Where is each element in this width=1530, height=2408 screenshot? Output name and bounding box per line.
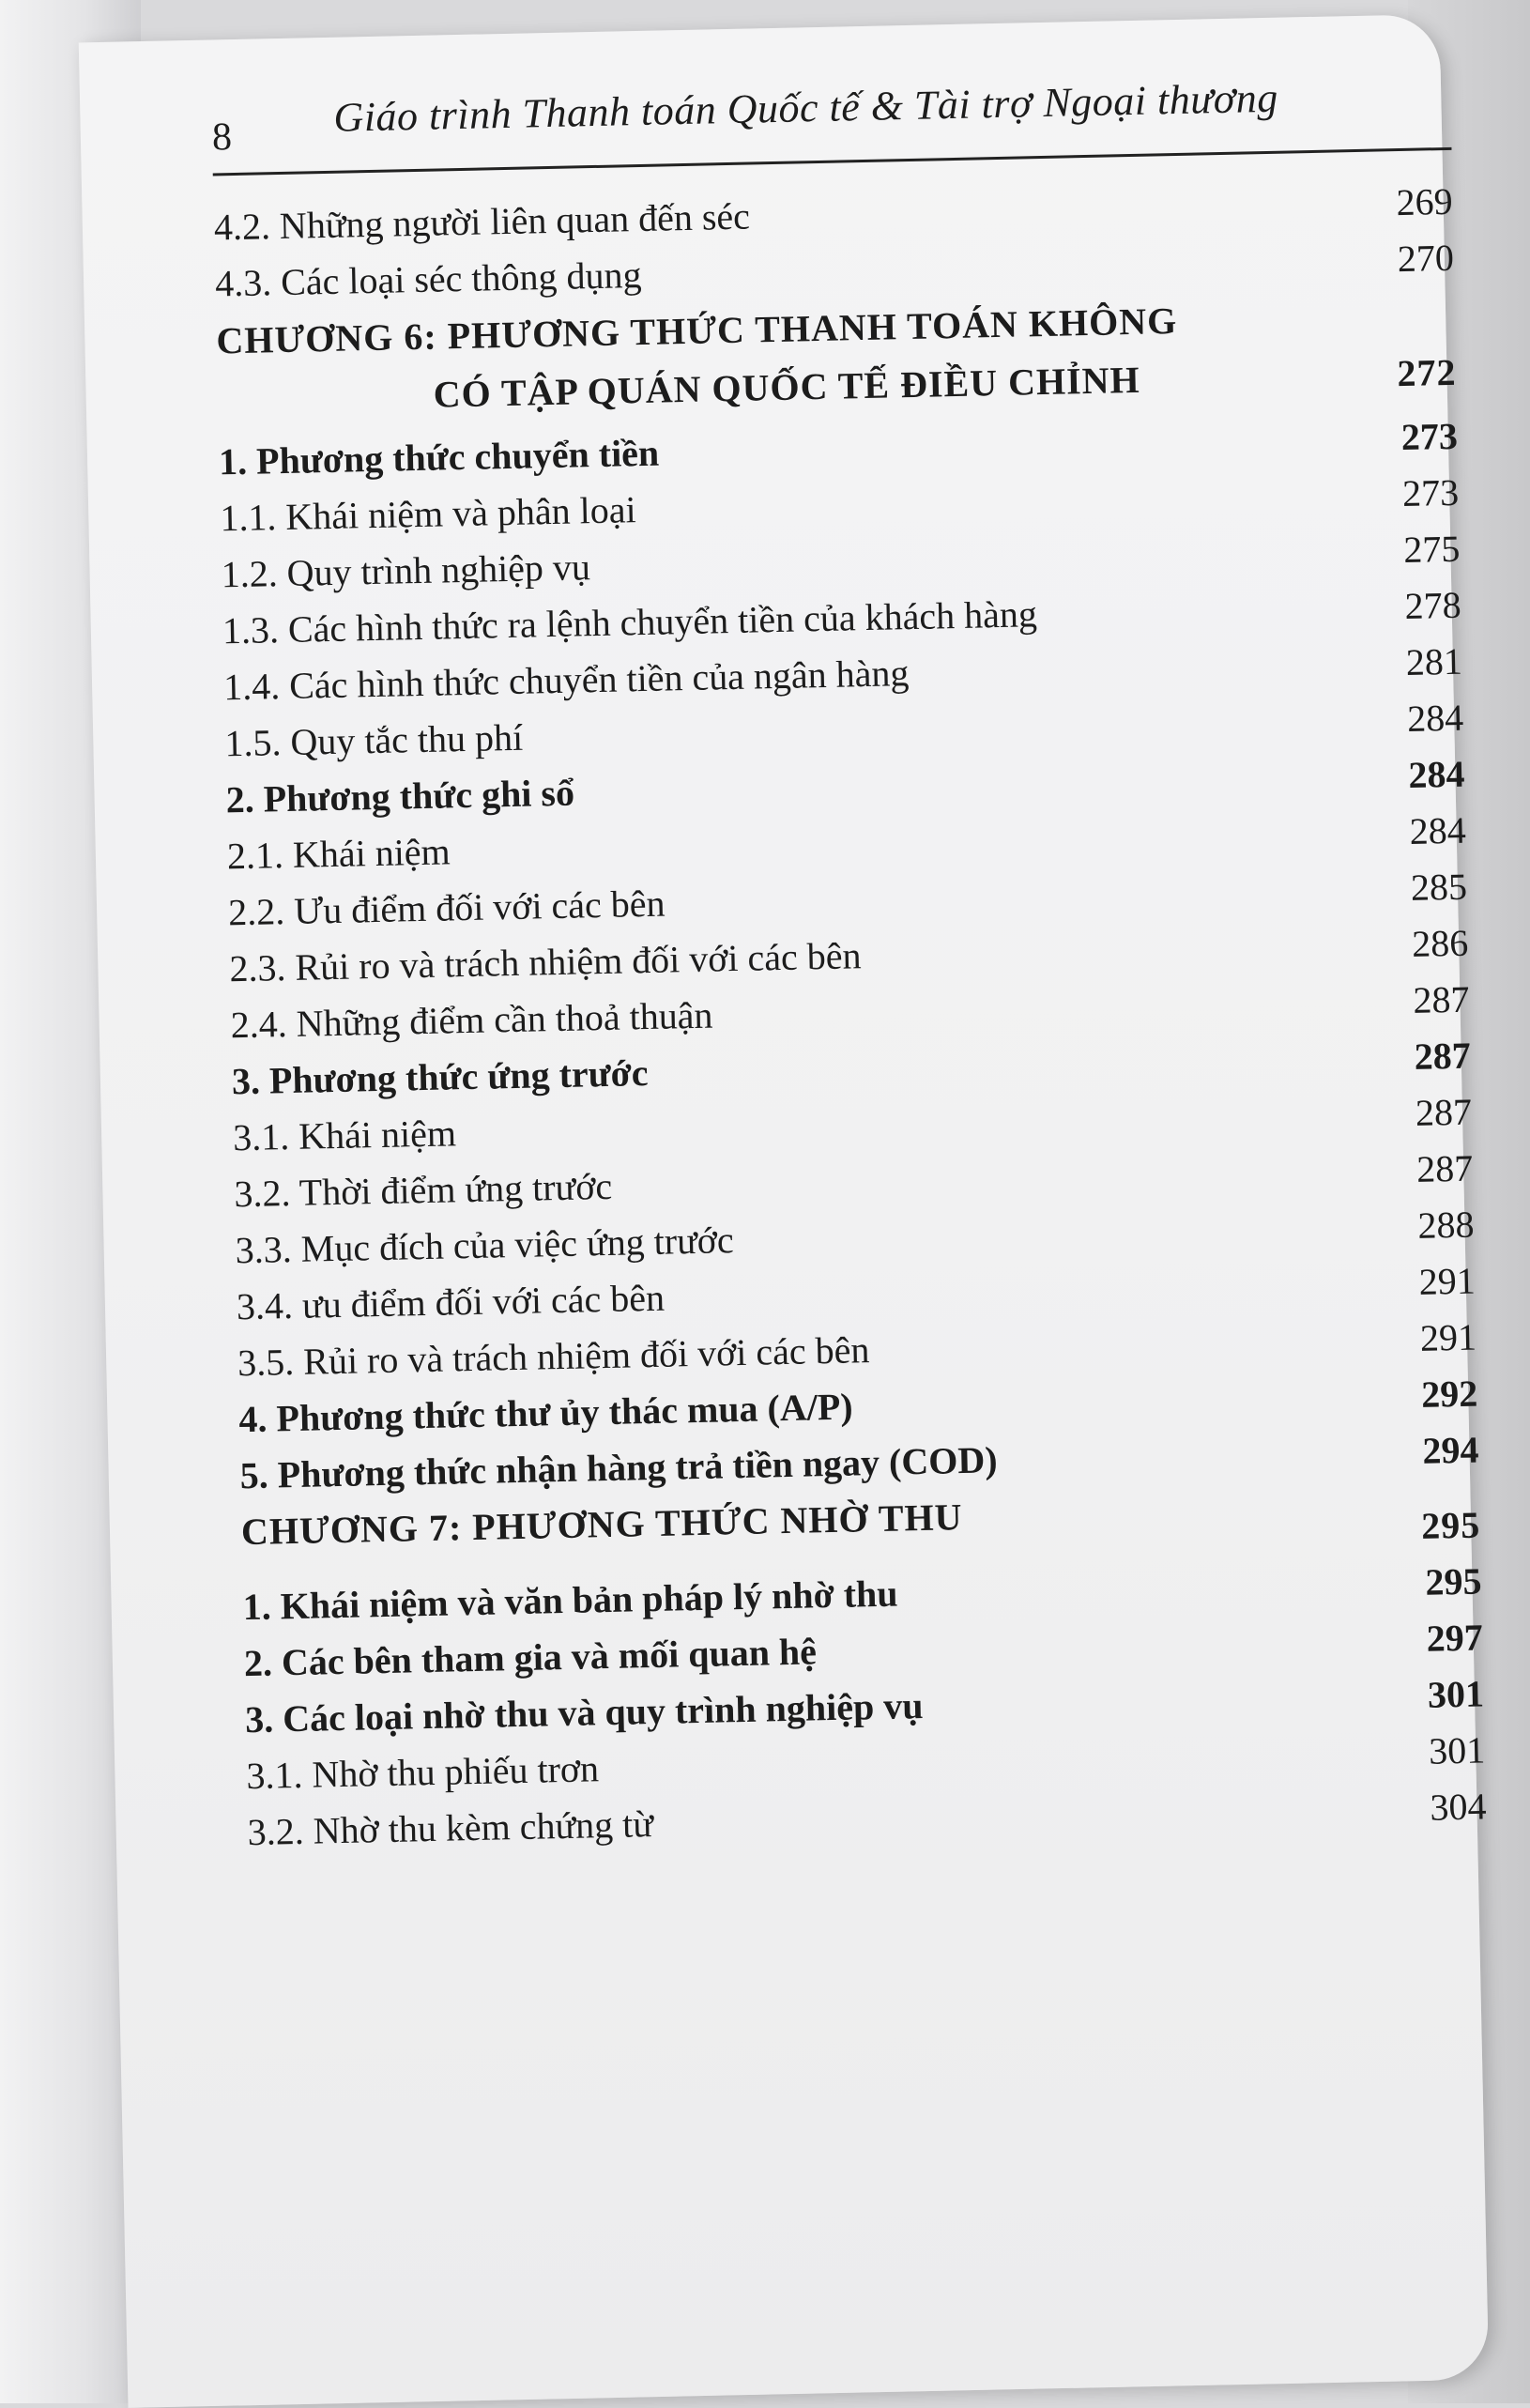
toc-entry-title: 4.3. Các loại séc thông dụng <box>214 253 642 305</box>
toc-entry-title <box>216 292 1179 428</box>
toc-entry-title: 3.1. Nhờ thu phiếu trơn <box>246 1747 600 1798</box>
page-number: 8 <box>211 115 233 160</box>
toc-entry-page: 297 <box>1426 1616 1484 1660</box>
toc-entry-title: 1.5. Quy tắc thu phí <box>223 715 524 765</box>
toc-entry-title: 3.4. ưu điểm đối với các bên <box>236 1276 666 1328</box>
toc-entry-title: 3.1. Khái niệm <box>232 1112 457 1159</box>
toc-entry-title: 1.3. Các hình thức ra lệnh chuyển tiền của khách hàng <box>222 592 1038 652</box>
toc-entry-page: 272 <box>1396 350 1457 395</box>
toc-entry-page: 284 <box>1409 808 1467 852</box>
toc-entry-title: 3.2. Thời điểm ứng trước <box>234 1164 613 1216</box>
toc-entry-page: 291 <box>1418 1259 1476 1303</box>
toc-entry-title: 3.3. Mục đích của việc ứng trước <box>235 1219 735 1272</box>
toc-entry-page: 275 <box>1402 527 1461 572</box>
toc-entry-page: 287 <box>1412 977 1470 1021</box>
toc-entry-page: 301 <box>1428 1728 1486 1772</box>
toc-entry-title: 4. Phương thức thư ủy thác mua (A/P) <box>238 1385 854 1441</box>
toc-entry-title-line2: CÓ TẬP QUÁN QUỐC TẾ ĐIỀU CHỈNH <box>433 358 1141 416</box>
toc-entry-title: 1. Khái niệm và văn bản pháp lý nhờ thu <box>242 1572 898 1629</box>
toc-entry-title: 3. Các loại nhờ thu và quy trình nghiệp vụ <box>244 1684 924 1741</box>
toc-entry-page: 294 <box>1422 1428 1479 1472</box>
toc-entry-title: 3.5. Rủi ro và trách nhiệm đối với các bên <box>237 1328 870 1385</box>
toc-entry-page: 270 <box>1397 236 1455 281</box>
toc-entry-title: 2.1. Khái niệm <box>226 830 451 878</box>
toc-entry-page: 286 <box>1411 921 1469 965</box>
toc-entry-title: 2.4. Những điểm cần thoả thuận <box>230 993 713 1047</box>
toc-entry-page: 301 <box>1427 1672 1485 1716</box>
toc-entry-page: 284 <box>1406 696 1464 740</box>
toc-entry-page: 295 <box>1424 1559 1482 1603</box>
toc-entry-page: 287 <box>1415 1146 1474 1190</box>
toc-entry-title: 3. Phương thức ứng trước <box>231 1051 649 1103</box>
toc-entry-title: 4.2. Những người liên quan đến séc <box>213 194 751 249</box>
book-page <box>79 14 1489 2408</box>
toc-entry-title: CHƯƠNG 7: PHƯƠNG THỨC NHỜ THU <box>240 1495 963 1554</box>
toc-entry-title: 1.4. Các hình thức chuyển tiền của ngân hàng <box>222 652 910 709</box>
toc-entry-page: 281 <box>1405 639 1463 683</box>
toc-entry-page: 304 <box>1429 1785 1487 1829</box>
toc-entry-page: 292 <box>1420 1372 1478 1416</box>
toc-entry-page: 287 <box>1415 1090 1473 1134</box>
toc-entry-page: 278 <box>1404 583 1462 627</box>
toc-entry-title: 2. Các bên tham gia và mối quan hệ <box>243 1630 818 1685</box>
book-title: Giáo trình Thanh toán Quốc tế & Tài trợ Ngoại thương <box>332 74 1279 141</box>
toc-entry-page: 284 <box>1407 752 1465 796</box>
toc-entry-page: 273 <box>1401 470 1460 515</box>
toc-entry-page: 285 <box>1410 865 1468 909</box>
toc-entry-title: 3.2. Nhờ thu kèm chứng từ <box>247 1802 654 1854</box>
toc-entry-page: 273 <box>1400 414 1459 459</box>
toc-entry-page: 269 <box>1396 179 1454 224</box>
toc-entry-page: 291 <box>1419 1315 1477 1359</box>
toc-entry-title: 1. Phương thức chuyển tiền <box>218 431 660 483</box>
toc-entry-title: 2.3. Rủi ro và trách nhiệm đối với các bên <box>228 934 862 990</box>
toc-entry-page: 287 <box>1414 1034 1472 1078</box>
table-of-contents <box>213 174 1487 1861</box>
toc-entry-title-line1: CHƯƠNG 6: PHƯƠNG THỨC THANH TOÁN KHÔNG <box>215 299 1178 362</box>
toc-entry-page: 295 <box>1420 1503 1481 1547</box>
toc-entry-title: 1.1. Khái niệm và phân loại <box>219 488 637 540</box>
toc-entry-title: 2. Phương thức ghi sổ <box>225 771 575 821</box>
running-header <box>211 70 1432 171</box>
toc-entry-title: 5. Phương thức nhận hàng trả tiền ngay (COD) <box>239 1438 998 1497</box>
toc-entry-title: 2.2. Ưu điểm đối với các bên <box>227 882 666 934</box>
toc-entry-title: 1.2. Quy trình nghiệp vụ <box>221 545 591 596</box>
toc-entry-page: 288 <box>1416 1203 1475 1247</box>
